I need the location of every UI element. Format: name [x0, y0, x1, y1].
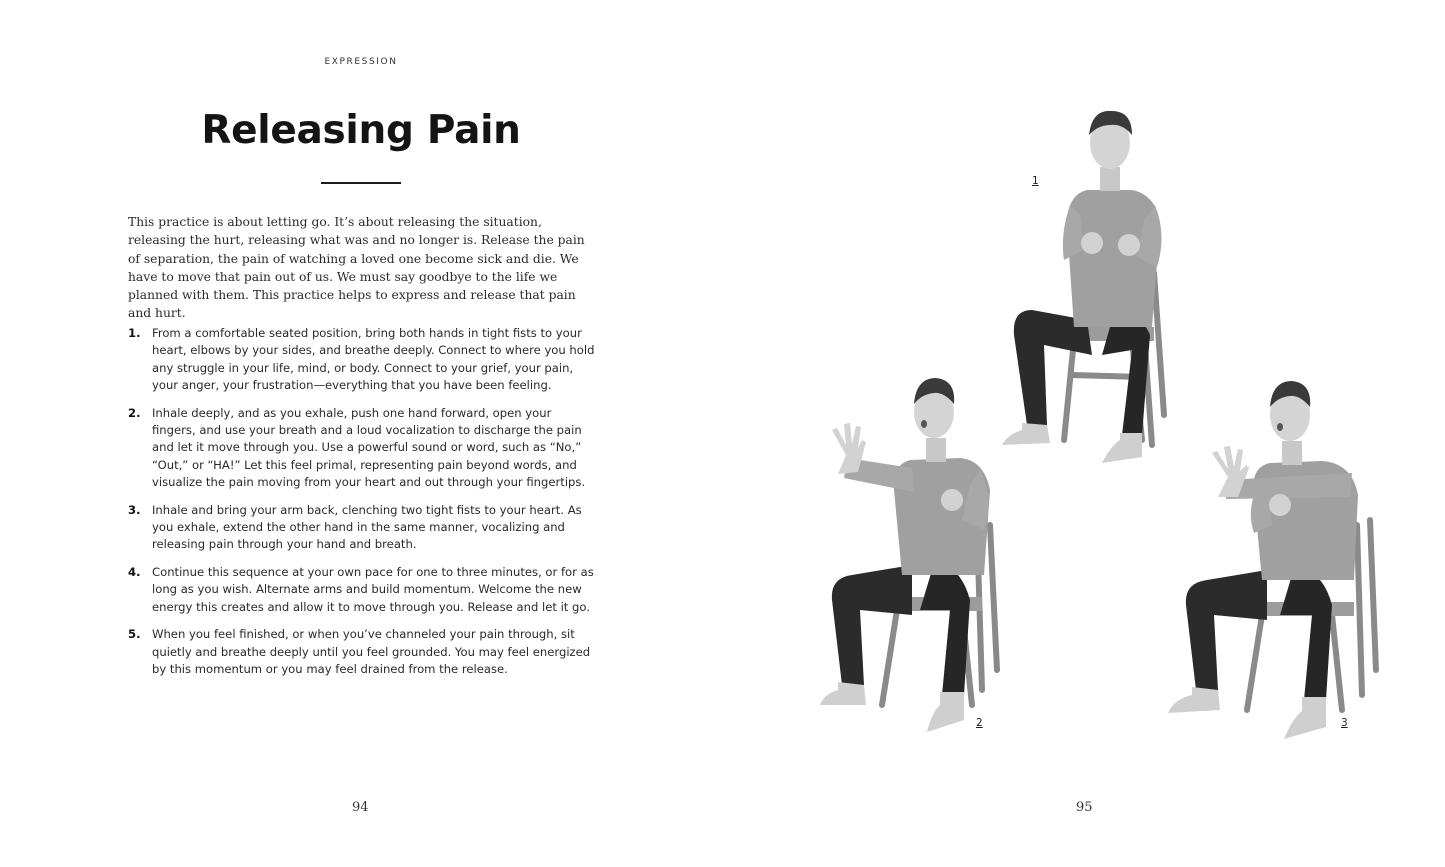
figure-3-seated-push-illustration — [1162, 365, 1382, 750]
figure-3-label: 3 — [1341, 717, 1348, 729]
step-number: 2. — [128, 405, 141, 420]
step-text: Inhale and bring your arm back, clenching two tight fists to your heart. As you exhale, extend the other hand in the same manner, vocalizing and releasing pain through your hand and breath. — [152, 502, 582, 552]
step-text: Continue this sequence at your own pace for one to three minutes, or for as long as you wish. Alternate arms and build momentum. Welcome the new energy this creates and allow it to move through you. Release and let it go. — [152, 564, 594, 614]
intro-paragraph: This practice is about letting go. It’s about releasing the situation, releasing the hurt, releasing what was and no longer is. Release the pain of separation, the pain of watching a loved one become sick and die. We have to move that pain out of us. We must say goodbye to the life we planned with them. This practice helps to express and release that pain and hurt. — [128, 215, 585, 321]
figure-2-seated-push-illustration — [802, 360, 1002, 745]
figure-2-label: 2 — [976, 717, 983, 729]
steps-list — [128, 325, 598, 688]
page-title: Releasing Pain — [201, 108, 521, 153]
step-number: 1. — [128, 326, 141, 340]
step-number: 3. — [128, 502, 141, 517]
step-number: 5. — [128, 627, 141, 642]
list-item — [128, 626, 598, 678]
step-text: From a comfortable seated position, bring both hands in tight fists to your heart, elbows by your sides, and breathe deeply. Connect to where you hold any struggle in your life, mind, or body. Connect to your grief, your pain, your anger, your frustration—everything that you have been feeling. — [152, 326, 595, 393]
page-number-left: 94 — [352, 800, 369, 815]
section-label: EXPRESSION — [324, 57, 398, 67]
list-item — [128, 325, 598, 395]
list-item — [128, 564, 598, 616]
figure-1-label: 1 — [1032, 175, 1039, 187]
list-item — [128, 502, 598, 554]
right-page — [722, 0, 1445, 867]
step-number: 4. — [128, 564, 141, 579]
title-divider — [321, 182, 401, 184]
list-item — [128, 405, 598, 492]
figure-1-seated-fists-illustration — [992, 95, 1167, 485]
left-page — [0, 0, 722, 867]
page-number-right: 95 — [1076, 800, 1093, 815]
step-text: When you feel finished, or when you’ve channeled your pain through, sit quietly and breathe deeply until you feel grounded. You may feel energized by this momentum or you may feel drained from the release. — [152, 627, 591, 676]
step-text: Inhale deeply, and as you exhale, push one hand forward, open your fingers, and use your breath and a loud vocalization to discharge the pain and let it move through you. Use a powerful sound or word, such as “No,” “Out,” or “HA!” Let this feel primal, representing pain beyond words, and visualize the pain moving from your heart and out through your fingertips. — [152, 405, 586, 490]
